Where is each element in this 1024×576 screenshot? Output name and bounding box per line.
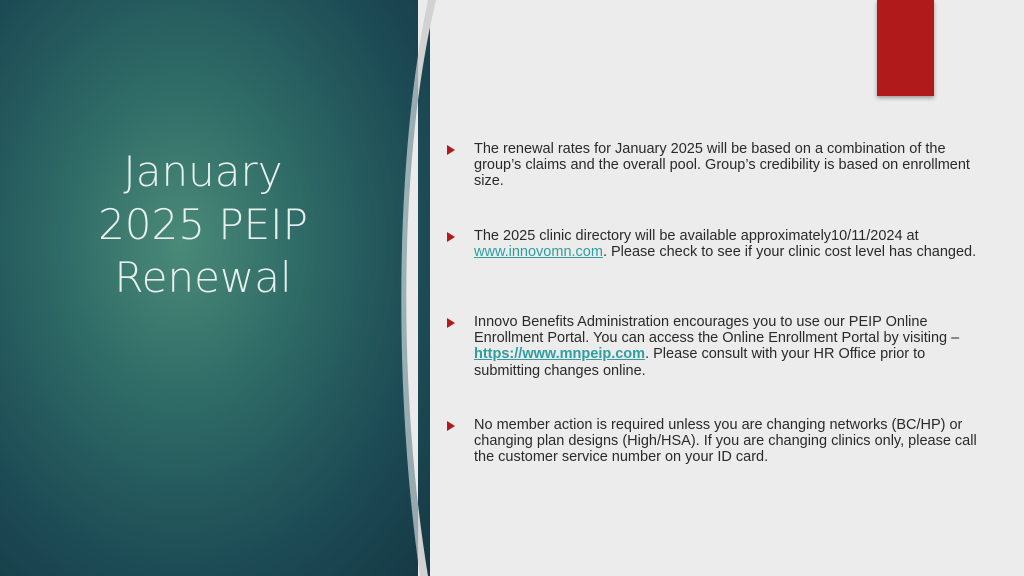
title-line-1: January [123,147,283,196]
bullet-text-before: The 2025 clinic directory will be available approximately10/11/2024 at [474,228,919,244]
bullet-text-before: Innovo Benefits Administration encourages you to use our PEIP Online Enrollment Portal. You can access the Online Enrollment Portal by visiting – [474,314,960,347]
bullet-item-renewal-rates [446,141,994,190]
bullet-text [474,314,994,379]
bullet-text: No member action is required unless you are changing networks (BC/HP) or changing plan designs (High/HSA). If you are changing clinics only, please call the customer service number on your ID card. [474,417,977,466]
title-line-2: 2025 PEIP [98,200,308,249]
bullet-item-enrollment-portal [446,314,994,379]
bullet-text-after: . Please check to see if your clinic cost level has changed. [602,244,977,261]
bullet-text-after: . Please consult with your HR Office prior to submitting changes online. [474,346,926,379]
accent-tab [877,0,934,96]
triangle-right-icon [446,318,456,328]
triangle-right-icon [446,421,456,431]
triangle-right-icon [446,145,456,155]
bullet-text: The renewal rates for January 2025 will be based on a combination of the group’s claims and the overall pool. Group’s credibility is based on enrollment size. [474,141,970,190]
bullet-item-clinic-directory [446,228,994,260]
title-line-3: Renewal [114,253,292,302]
slide-title [72,145,334,304]
innovomn-link[interactable]: www.innovomn.com [474,244,603,261]
triangle-right-icon [446,232,456,242]
mnpeip-link[interactable]: https://www.mnpeip.com [474,346,646,363]
bullet-item-member-action [446,417,994,466]
bullet-text [474,228,994,260]
